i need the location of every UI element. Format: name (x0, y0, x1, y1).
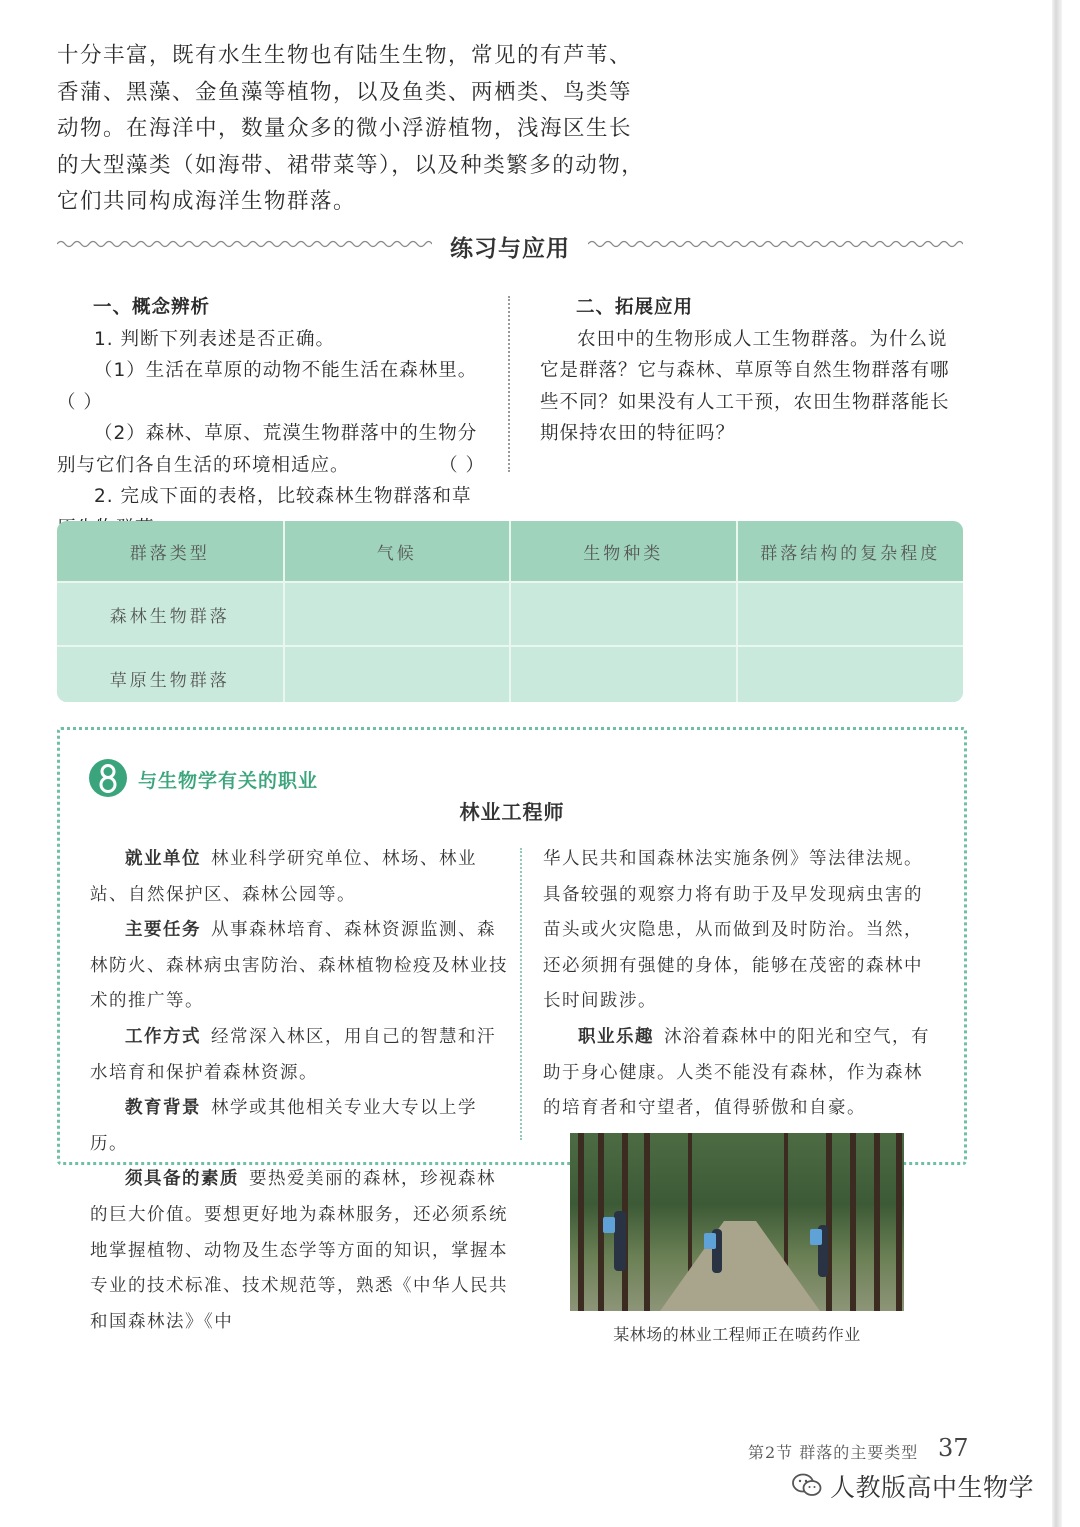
intro-line: 的大型藻类（如海带、裙带菜等），以及种类繁多的动物， (57, 152, 645, 178)
career-education (90, 1091, 508, 1162)
education-text: 林学或其他相关专业大专以上学历。 (90, 1098, 477, 1154)
career-column-divider (520, 848, 522, 1140)
quality-text: 要热爱美丽的森林，珍视森林的巨大价值。要想更好地为森林服务，还必须系统地掌握植物、动物及生态学等方面的知识，掌握本专业的技术标准、技术规范等，熟悉《中华人民共和国森林法》《中 (90, 1169, 508, 1332)
intro-line: 香蒲、黑藻、金鱼藻等植物，以及鱼类、两栖类、鸟类等 (57, 79, 633, 105)
table-row (57, 582, 963, 646)
table-cell-blank[interactable] (284, 582, 511, 646)
exercise-header (57, 228, 963, 268)
answer-blank: （ ） (439, 454, 485, 476)
career-tasks (90, 913, 508, 1020)
career-employer (90, 842, 508, 913)
quality-label: 须具备的素质 (125, 1169, 239, 1190)
tasks-label: 主要任务 (125, 920, 201, 941)
career-column-right (543, 842, 937, 1127)
career-column-left (90, 842, 508, 1340)
table-cell: 森林生物群落 (57, 582, 284, 646)
table-header-cell: 群落类型 (57, 521, 284, 582)
table-cell-blank[interactable] (737, 582, 964, 646)
career-method (90, 1020, 508, 1091)
table-header-cell: 生物种类 (510, 521, 737, 582)
intro-line: 它们共同构成海洋生物群落。 (57, 189, 357, 214)
part1-heading: 一、概念辨析 (93, 297, 211, 318)
career-joy (543, 1020, 937, 1127)
career-box (57, 727, 967, 1344)
intro-line: 十分丰富，既有水生生物也有陆生生物，常见的有芦苇、 (57, 43, 633, 68)
joy-text: 沐浴着森林中的阳光和空气，有助于身心健康。人类不能没有森林，作为森林的培育者和守望者，值得骄傲和自豪。 (543, 1026, 930, 1119)
exercise-title: 练习与应用 (450, 236, 570, 262)
exercise-part1 (57, 292, 485, 544)
intro-line: 动物。在海洋中，数量众多的微小浮游植物，浅海区生长 (57, 116, 633, 141)
figure-eight-icon (88, 758, 128, 798)
career-quality (90, 1162, 508, 1340)
question-2: 2. 完成下面的表格，比较森林生物群落和草 (94, 486, 472, 507)
joy-label: 职业乐趣 (578, 1026, 654, 1047)
career-title: 林业工程师 (459, 800, 565, 824)
method-label: 工作方式 (125, 1026, 201, 1047)
footer-section-title: 第2节 群落的主要类型 (748, 1443, 919, 1462)
question-1-1: （1）生活在草原的动物不能生活在森林里。（ ） (57, 360, 478, 413)
comparison-table (57, 521, 963, 702)
quality-text-cont: 华人民共和国森林法实施条例》等法律法规。具备较强的观察力将有助于及早发现病虫害的苗头或火灾隐患，从而做到及时防治。当然，还必须拥有强健的身体，能够在茂密的森林中长时间跋涉。 (543, 849, 923, 1012)
exercise-part2 (540, 292, 964, 450)
page-number: 37 (938, 1434, 969, 1462)
method-text: 经常深入林区，用自己的智慧和汗水培育和保护着森林资源。 (90, 1026, 496, 1083)
question-1-2-cont (57, 450, 485, 482)
table-row (57, 646, 963, 702)
forestry-photo (570, 1133, 904, 1311)
part2-heading: 二、拓展应用 (576, 297, 694, 318)
table-cell-blank[interactable] (284, 646, 511, 702)
table-cell-blank[interactable] (510, 582, 737, 646)
question-1-2-text: 别与它们各自生活的环境相适应。 (57, 454, 350, 476)
question-1-2: （2）森林、草原、荒漠生物群落中的生物分 (94, 423, 478, 444)
education-label: 教育背景 (125, 1098, 201, 1119)
table-cell: 草原生物群落 (57, 646, 284, 702)
table-cell-blank[interactable] (737, 646, 964, 702)
tasks-text: 从事森林培育、森林资源监测、森林防火、森林病虫害防治、森林植物检疫及林业技术的推广等。 (90, 920, 508, 1012)
employer-text: 林业科学研究单位、林场、林业站、自然保护区、森林公园等。 (90, 849, 477, 905)
table-header-cell: 群落结构的复杂程度 (737, 521, 964, 582)
photo-caption: 某林场的林业工程师正在喷药作业 (613, 1325, 861, 1344)
part2-text: 农田中的生物形成人工生物群落。为什么说它是群落？它与森林、草原等自然生物群落有哪些不同？如果没有人工干预，农田生物群落能长期保持农田的特征吗？ (540, 328, 950, 444)
intro-paragraph (57, 38, 667, 221)
career-label: 与生物学有关的职业 (138, 770, 319, 792)
question-1: 1. 判断下列表述是否正确。 (94, 328, 336, 350)
page-edge (1052, 0, 1062, 1527)
table-header-row (57, 521, 963, 582)
wechat-icon (792, 1473, 822, 1499)
column-divider (508, 296, 510, 472)
table-cell-blank[interactable] (510, 646, 737, 702)
watermark-text: 人教版高中生物学 (830, 1473, 1035, 1502)
wave-divider-right (588, 234, 963, 254)
employer-label: 就业单位 (125, 849, 201, 869)
table-header-cell: 气候 (284, 521, 511, 582)
watermark (792, 1468, 1034, 1504)
